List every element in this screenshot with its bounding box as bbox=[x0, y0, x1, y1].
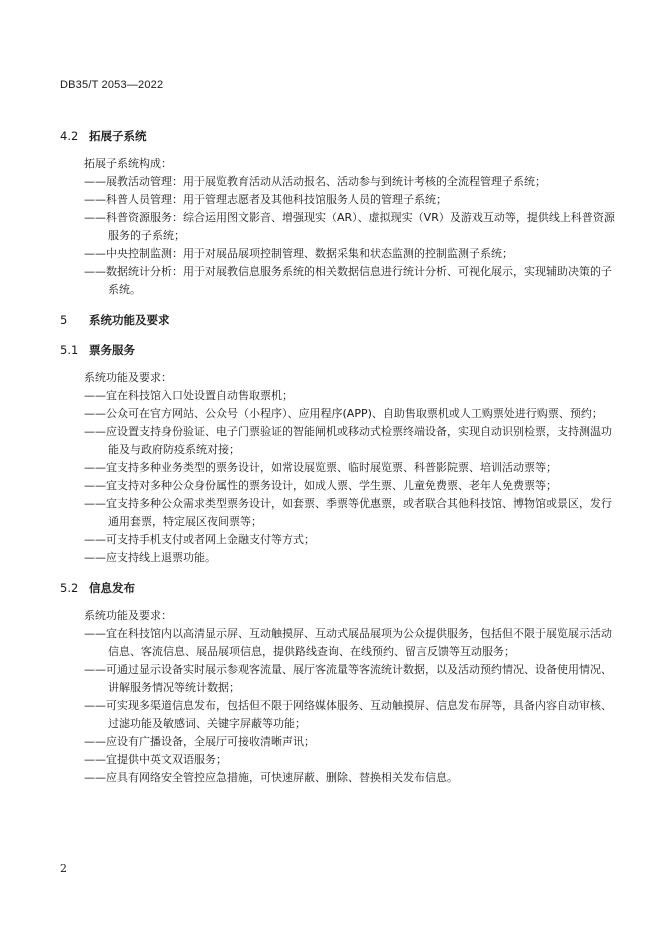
document-body bbox=[60, 127, 620, 787]
section-intro: 系统功能及要求： bbox=[84, 371, 172, 384]
section-heading bbox=[60, 579, 620, 597]
list-item: ——公众可在官方网站、公众号（小程序）、应用程序(APP)、自助售取票机或人工购票处进行购票、预约； bbox=[84, 407, 603, 420]
page-number: 2 bbox=[60, 862, 67, 875]
list-item: ——宜在科技馆入口处设置自动售取票机； bbox=[84, 389, 293, 402]
list-item: ——应具有网络安全管控应急措施，可快速屏蔽、删除、替换相关发布信息。 bbox=[84, 771, 458, 784]
section-heading bbox=[60, 311, 620, 329]
list-item: ——展教活动管理：用于展览教育活动从活动报名、活动参与到统计考核的全流程管理子系统； bbox=[84, 175, 546, 188]
list-item: ——中央控制监测：用于对展品展项控制管理、数据采集和状态监测的控制监测子系统； bbox=[84, 247, 513, 260]
list-item: ——宜提供中英文双语服务； bbox=[84, 753, 227, 766]
list-item: ——数据统计分析：用于对展教信息服务系统的相关数据信息进行统计分析、可视化展示，实现辅助决策的子系统。 bbox=[84, 265, 612, 296]
list-item: ——可支持手机支付或者网上金融支付等方式； bbox=[84, 533, 315, 546]
list-item: ——可通过显示设备实时展示参观客流量、展厅客流量等客流统计数据，以及活动预约情况、设备使用情况、讲解服务情况等统计数据； bbox=[84, 663, 612, 694]
section-title: 拓展子系统 bbox=[89, 129, 147, 143]
list-item: ——可实现多渠道信息发布，包括但不限于网络媒体服务、互动触摸屏、信息发布屏等，具备内容自动审核、过滤功能及敏感词、关键字屏蔽等功能； bbox=[84, 699, 612, 730]
list-item: ——应设有广播设备，全展厅可接收清晰声讯； bbox=[84, 735, 315, 748]
document-id-header: DB35/T 2053—2022 bbox=[60, 79, 164, 91]
list-item: ——科普人员管理：用于管理志愿者及其他科技馆服务人员的管理子系统； bbox=[84, 193, 447, 206]
section-5 bbox=[60, 311, 620, 329]
list-item: ——宜支持多种公众需求类型票务设计，如套票、季票等优惠票，或者联合其他科技馆、博物馆或景区，发行通用套票，特定展区夜间票等； bbox=[84, 497, 612, 528]
list-item: ——应支持线上退票功能。 bbox=[84, 551, 216, 564]
section-number: 5 bbox=[60, 313, 68, 327]
section-number: 5.2 bbox=[60, 581, 79, 595]
section-number: 5.1 bbox=[60, 343, 79, 357]
section-5-1 bbox=[60, 341, 620, 567]
section-number: 4.2 bbox=[60, 129, 79, 143]
section-title: 信息发布 bbox=[89, 581, 135, 595]
list-item: ——应设置支持身份验证、电子门票验证的智能闸机或移动式检票终端设备，实现自动识别检票，支持测温功能及与政府防疫系统对接； bbox=[84, 425, 612, 456]
list-item: ——科普资源服务：综合运用图文影音、增强现实（AR）、虚拟现实（VR）及游戏互动等，提供线上科普资源服务的子系统； bbox=[84, 211, 615, 242]
list-item: ——宜在科技馆内以高清显示屏、互动触摸屏、互动式展品展项为公众提供服务，包括但不限于展览展示活动信息、客流信息、展品展项信息，提供路线查询、在线预约、留言反馈等互动服务； bbox=[84, 627, 612, 658]
list-item: ——宜支持对多种公众身份属性的票务设计，如成人票、学生票、儿童免费票、老年人免费票等； bbox=[84, 479, 557, 492]
section-heading bbox=[60, 127, 620, 145]
section-intro: 拓展子系统构成： bbox=[84, 157, 172, 170]
section-5-2 bbox=[60, 579, 620, 787]
section-heading bbox=[60, 341, 620, 359]
section-4-2 bbox=[60, 127, 620, 299]
list-item: ——宜支持多种业务类型的票务设计，如常设展览票、临时展览票、科普影院票、培训活动票等； bbox=[84, 461, 557, 474]
section-intro: 系统功能及要求： bbox=[84, 609, 172, 622]
section-title: 票务服务 bbox=[89, 343, 135, 357]
section-title: 系统功能及要求 bbox=[89, 313, 170, 327]
